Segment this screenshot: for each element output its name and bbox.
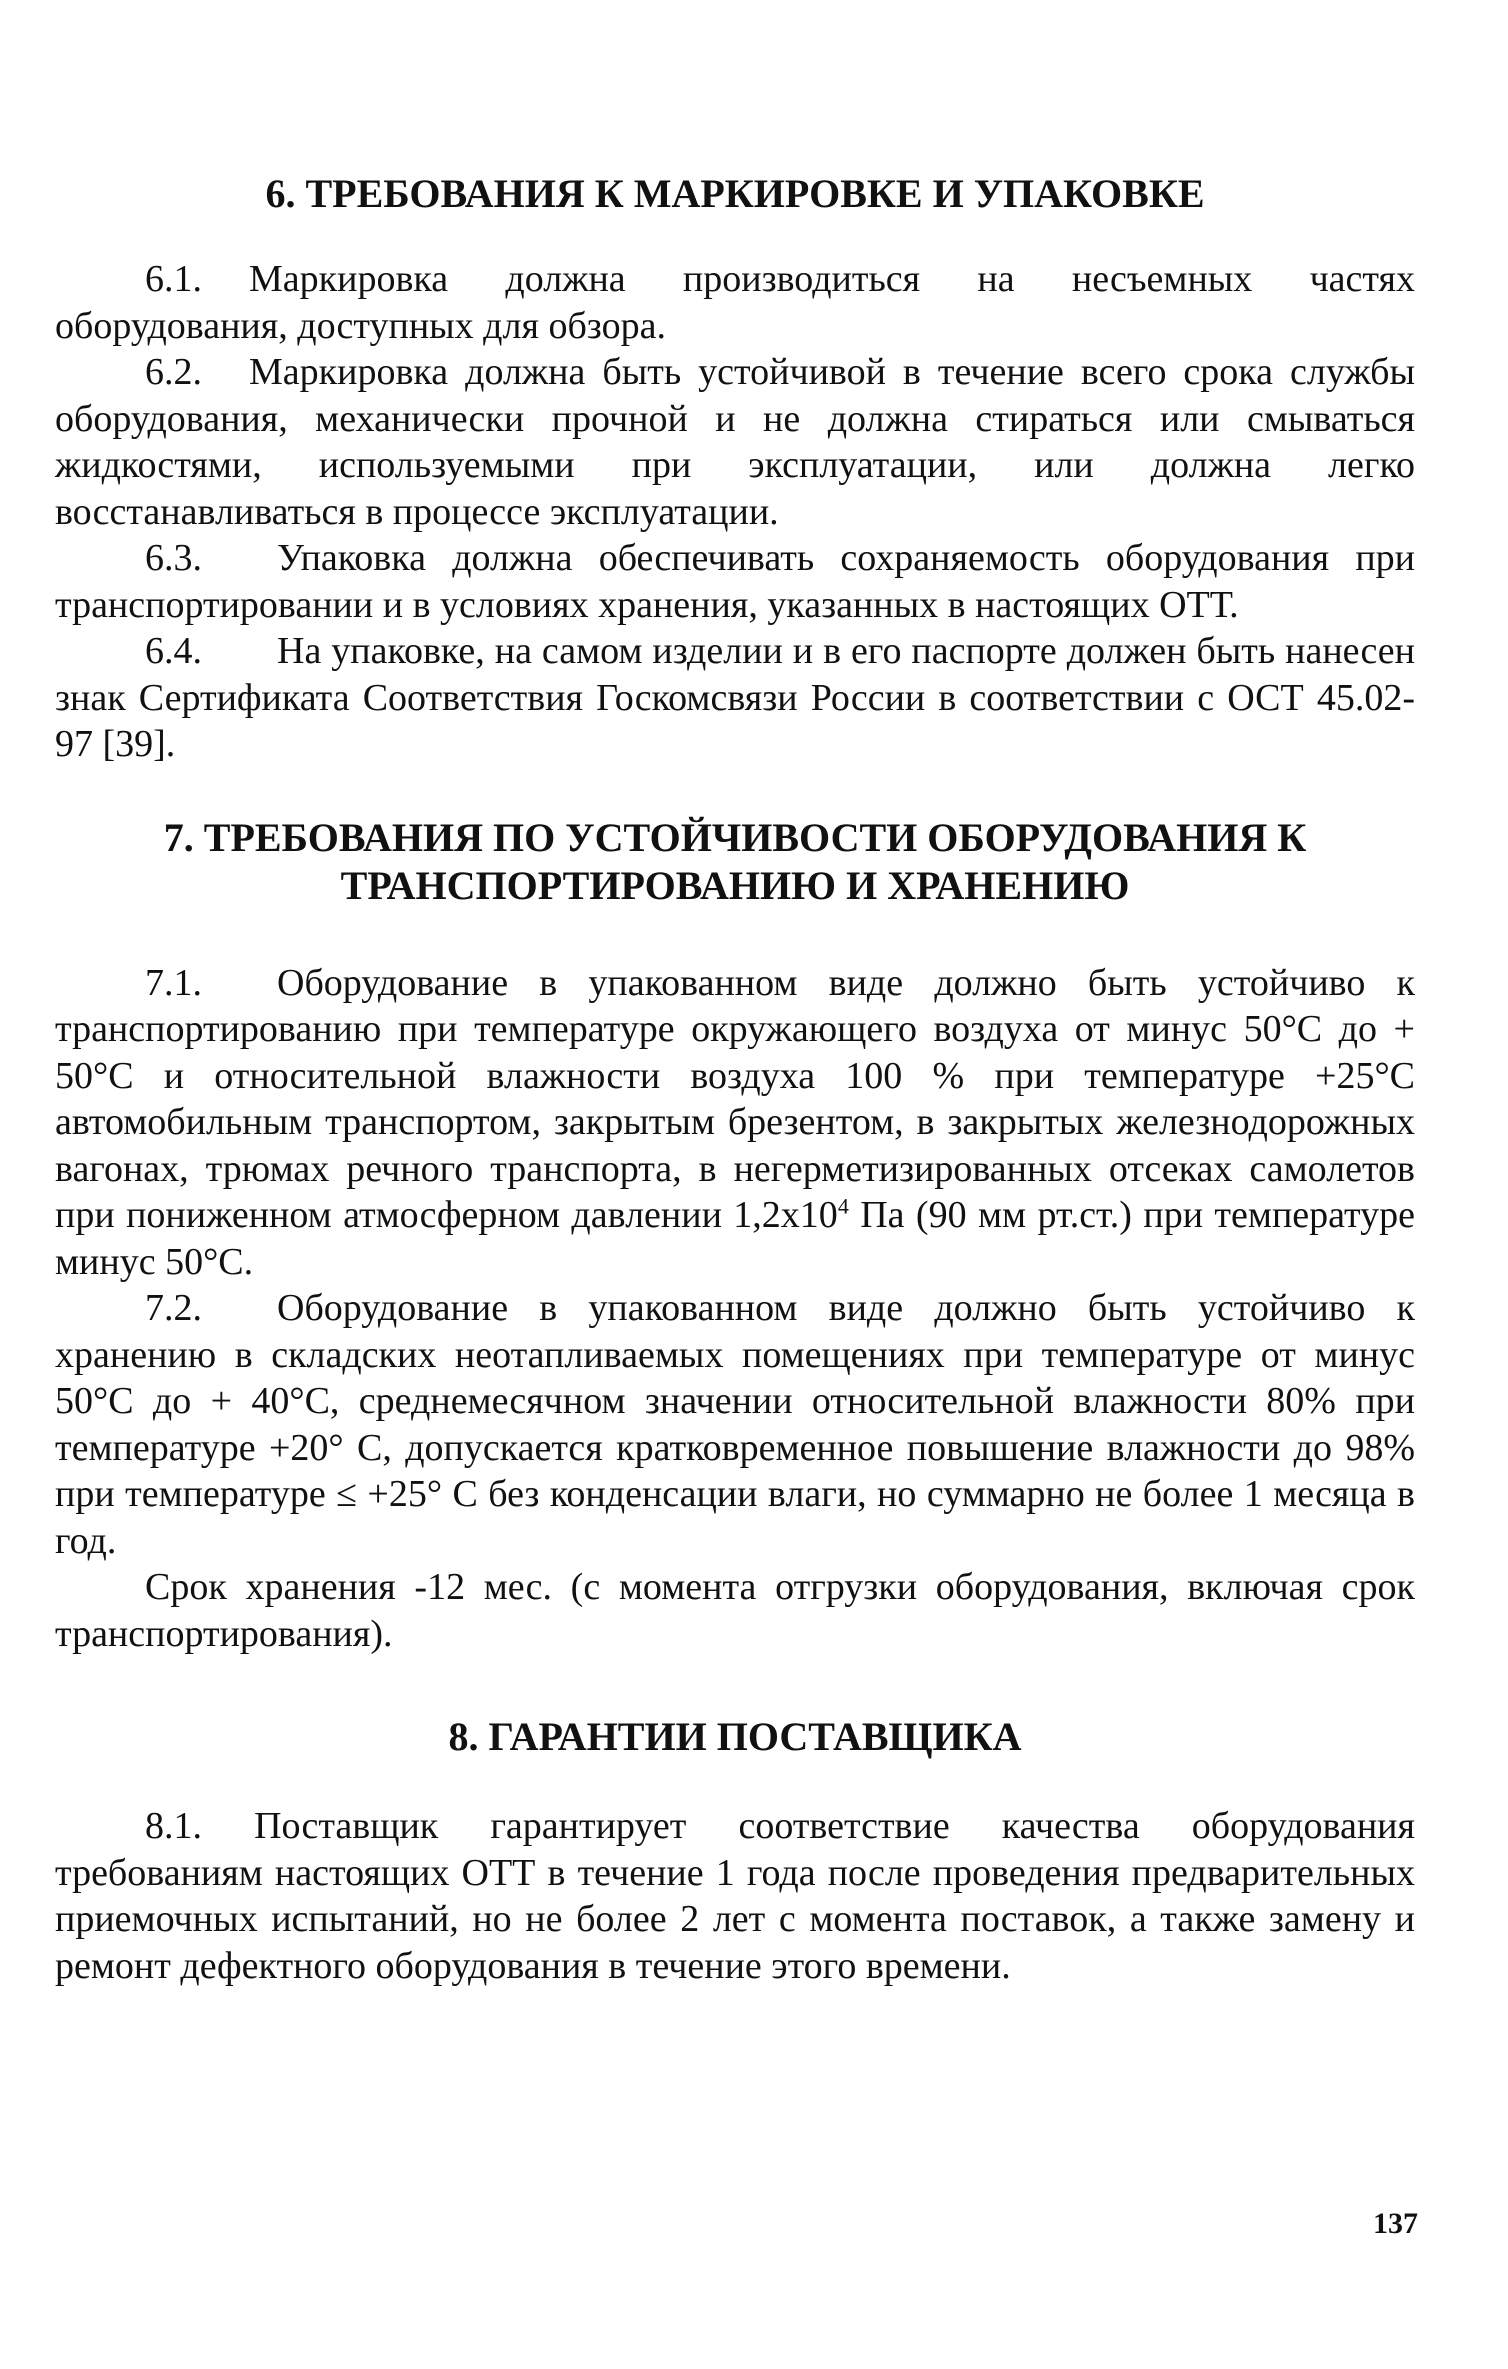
paragraph-7-1 xyxy=(55,960,1415,1286)
paragraph-7-2 xyxy=(55,1285,1415,1564)
paragraph-number: 6.2. xyxy=(145,351,202,393)
superscript-exponent: 4 xyxy=(837,1193,849,1219)
paragraph-number: 6.4. xyxy=(145,630,202,672)
paragraph-6-2 xyxy=(55,349,1415,535)
section-7-heading-line-2: ТРАНСПОРТИРОВАНИЮ И ХРАНЕНИЮ xyxy=(340,862,1130,908)
section-7-heading xyxy=(55,814,1415,910)
paragraph-text: Срок хранения -12 мес. (с момента отгрузки оборудования, включая срок транспортирования). xyxy=(55,1566,1415,1655)
paragraph-text: Упаковка должна обеспечивать сохраняемость оборудования при транспортировании и в условиях хранения, указанных в настоящих ОТТ. xyxy=(55,537,1415,626)
section-6-heading: 6. ТРЕБОВАНИЯ К МАРКИРОВКЕ И УПАКОВКЕ xyxy=(265,171,1205,216)
paragraph-8-1 xyxy=(55,1803,1415,1989)
section-7-heading-line-1: 7. ТРЕБОВАНИЯ ПО УСТОЙЧИВОСТИ ОБОРУДОВАНИЯ К xyxy=(163,814,1307,860)
paragraph-number: 7.2. xyxy=(145,1287,202,1329)
paragraph-6-1 xyxy=(55,256,1415,349)
paragraph-text-continued: Па (90 мм рт.ст.) при температуре минус 50°С. xyxy=(55,1194,1415,1283)
paragraph-text: Оборудование в упакованном виде должно быть устойчиво к хранению в складских неотапливаемых помещениях при температуре от минус 50°С до + 40°С, среднемесячном значении относительной влажности 80% при температуре +20° С, допускается кратковременное повышение влажности до 98% при температуре ≤ +25° С без конденсации влаги, но суммарно не более 1 месяца в год. xyxy=(55,1287,1415,1562)
paragraph-number: 6.1. xyxy=(145,258,202,300)
paragraph-6-4 xyxy=(55,628,1415,768)
paragraph-text: 8.1. Поставщик гарантирует соответствие качества оборудования требованиям настоящих ОТТ в течение 1 года после проведения предварительных приемочных испытаний, но не более 2 лет с момента поставок, а также замену и ремонт дефектного оборудования в течение этого времени. xyxy=(55,1805,1415,1987)
paragraph-6-3 xyxy=(55,535,1415,628)
paragraph-text: Маркировка должна быть устойчивой в течение всего срока службы оборудования, механически прочной и не должна стираться или смываться жидкостями, используемыми при эксплуатации, или должна легко восстанавливаться в процессе эксплуатации. xyxy=(55,351,1415,533)
section-8-heading: 8. ГАРАНТИИ ПОСТАВЩИКА xyxy=(448,1714,1022,1759)
page-content xyxy=(55,170,1415,1989)
paragraph-text: Маркировка должна производиться на несъемных частях оборудования, доступных для обзора. xyxy=(55,258,1415,347)
paragraph-storage-term xyxy=(55,1564,1415,1657)
paragraph-number: 6.3. xyxy=(145,537,202,579)
paragraph-text: Оборудование в упакованном виде должно быть устойчиво к транспортированию при температуре окружающего воздуха от минус 50°С до + 50°С и относительной влажности воздуха 100 % при температуре +25°С автомобильным транспортом, закрытым брезентом, в закрытых железнодорожных вагонах, трюмах речного транспорта, в негерметизированных отсеках самолетов при пониженном атмосферном давлении 1,2х10 xyxy=(55,961,1415,1236)
paragraph-number: 7.1. xyxy=(145,961,202,1004)
paragraph-text: На упаковке, на самом изделии и в его паспорте должен быть нанесен знак Сертификата Соответствия Госкомсвязи России в соответствии с ОСТ 45.02-97 [39]. xyxy=(55,630,1415,765)
page-number: 137 xyxy=(1373,2207,1418,2240)
